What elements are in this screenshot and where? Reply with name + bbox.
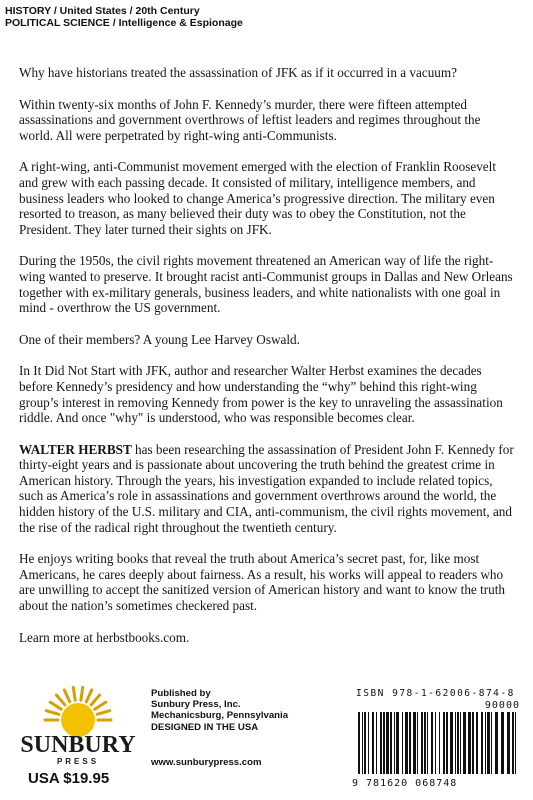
isbn-number: ISBN 978-1-62006-874-8 bbox=[356, 688, 515, 699]
paragraph: During the 1950s, the civil rights movement threatened an American way of life the right-wing wanted to preserve. It brought racist anti-Communist groups in Dallas and New Orleans together with ex-military generals, business leaders, and white nationalists with one goal in mind - overthrow the US government. bbox=[19, 253, 513, 316]
sun-ray bbox=[64, 690, 69, 702]
publisher-line: Published by bbox=[151, 688, 211, 699]
paragraph: In It Did Not Start with JFK, author and researcher Walter Herbst examines the decades before Kennedy’s presidency and how understanding the “why” behind this right-wing group’s interest in removing Kennedy from power is the key to unraveling the assassination riddle. And once "why" is understood, who was responsible becomes clear. bbox=[19, 363, 503, 426]
logo-subtext: PRESS bbox=[56, 757, 100, 766]
sunbury-press-logo bbox=[18, 674, 138, 770]
website-note: Learn more at herbstbooks.com. bbox=[19, 629, 190, 645]
publisher-info bbox=[151, 688, 288, 733]
category-line-2: POLITICAL SCIENCE / Intelligence & Espionage bbox=[5, 17, 243, 29]
publisher-line: Sunbury Press, Inc. bbox=[151, 699, 241, 711]
sun-ray bbox=[97, 711, 109, 715]
paragraph: Within twenty-six months of John F. Kennedy’s murder, there were fifteen attempted assassinations and government overthrows of leftist leaders and regimes throughout the world. All were perpetrated by right-wing anti-Communists. bbox=[19, 96, 481, 143]
price-label: USA $19.95 bbox=[28, 770, 110, 787]
barcode-bars bbox=[352, 712, 522, 776]
back-cover-description bbox=[19, 65, 515, 661]
sun-ray bbox=[86, 690, 91, 702]
paragraph: One of their members? A young Lee Harvey Oswald. bbox=[19, 331, 300, 347]
category-labels bbox=[5, 5, 243, 29]
author-bio bbox=[19, 442, 515, 536]
publisher-line: Mechanicsburg, Pennsylvania bbox=[151, 710, 289, 722]
author-bio-text: has been researching the assassination of President John F. Kennedy for thirty-eight years and is passionate about uncovering the truth behind the greatest crime in American history. Through the years, his investigation expanded to include related topics, such as America’s role in assassinations and government overthrows around the world, the hidden history of the U.S. military and CIA, anti-communism, the civil rights movement, and the rise of the radical right throughout the twentieth century. bbox=[19, 441, 514, 535]
publisher-line: DESIGNED IN THE USA bbox=[151, 721, 259, 733]
sun-ray bbox=[91, 695, 100, 705]
logo-wordmark: SUNBURY bbox=[20, 732, 136, 758]
paragraph: He enjoys writing books that reveal the truth about America’s secret past, for, like most Americans, he cares deeply about fairness. As a result, his works will appeal to readers who are unwilling to accept the sanitized version of American history and want to know the truth about the nation’s sometimes checkered past. bbox=[19, 551, 505, 614]
paragraph: A right-wing, anti-Communist movement emerged with the election of Franklin Roosevelt and grew with each passing decade. It consisted of military, intelligence members, and business leaders who looked to change America’s progressive direction. The military even resorted to treason, as many believed their duty was to obey the Constitution, not the President. They later turned their sights on JFK. bbox=[19, 159, 496, 237]
paragraph: Why have historians treated the assassination of JFK as if it occurred in a vacuum? bbox=[19, 65, 457, 80]
sun-ray bbox=[95, 702, 106, 709]
sun-ray bbox=[46, 711, 58, 715]
category-line-1: HISTORY / United States / 20th Century bbox=[5, 5, 200, 17]
price-code: 90000 bbox=[484, 700, 520, 711]
sun-ray bbox=[50, 702, 61, 709]
sun-ray bbox=[73, 687, 75, 700]
sun-ray bbox=[56, 695, 65, 705]
barcode-digits: 9 781620 068748 bbox=[352, 778, 458, 789]
sun-icon bbox=[45, 687, 111, 737]
author-name: WALTER HERBST bbox=[19, 441, 132, 457]
sun-ray bbox=[81, 687, 83, 700]
publisher-website: www.sunburypress.com bbox=[151, 757, 262, 768]
isbn-barcode bbox=[352, 688, 522, 792]
